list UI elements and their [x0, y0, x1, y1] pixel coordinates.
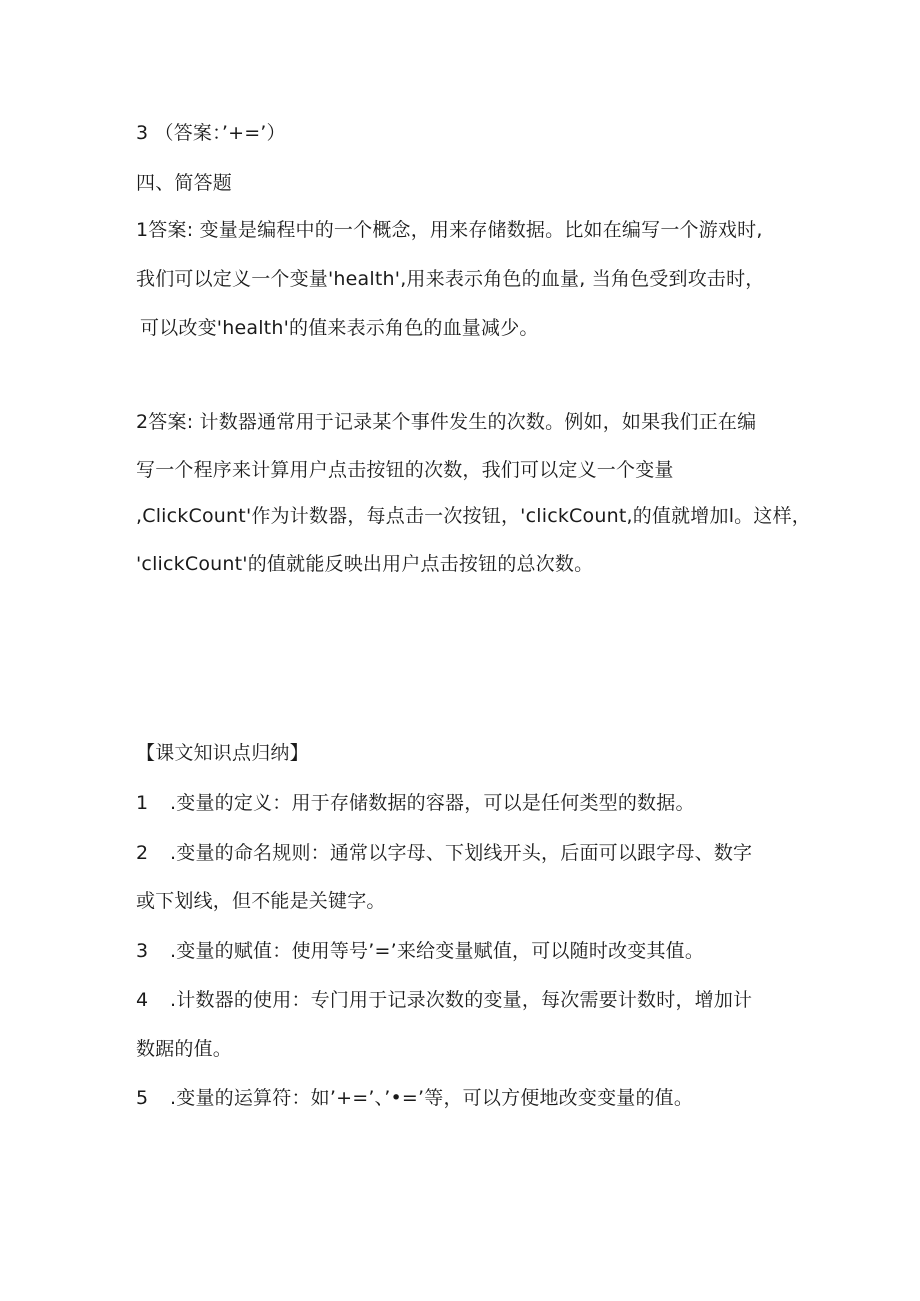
summary-item-number: 2: [136, 842, 149, 864]
summary-item-5: [136, 1085, 693, 1111]
answer-3-line: 3 （答案：’+=’）: [136, 122, 286, 144]
summary-item-text: .变量的命名规则：通常以字母、下划线开头，后面可以跟字母、数字: [170, 842, 753, 864]
q1-answer-line-1: 1答案: 变量是编程中的一个概念，用来存储数据。比如在编写一个游戏时,: [136, 219, 763, 241]
summary-item-1: [136, 790, 695, 816]
q1-answer-line-3: 可以改变'health'的值来表示角色的血量减少。: [140, 317, 539, 339]
q1-answer-line-2: 我们可以定义一个变量'health',用来表示角色的血量, 当角色受到攻击时，: [136, 268, 765, 290]
summary-item-3: [136, 938, 704, 964]
q2-answer-line-3: ,ClickCount'作为计数器，每点击一次按钮，'clickCount,的值就增加l。这样，: [136, 505, 811, 527]
q2-answer-line-2: 写一个程序来计算用户点击按钮的次数，我们可以定义一个变量: [136, 459, 674, 481]
summary-item-4-continuation: 数踞的值。: [136, 1038, 233, 1060]
q2-answer-line-4: 'clickCount'的值就能反映出用户点击按钮的总次数。: [136, 553, 594, 575]
summary-item-4: [136, 987, 752, 1013]
summary-item-text: .计数器的使用：专门用于记录次数的变量，每次需要计数时，增加计: [170, 989, 753, 1011]
summary-item-2-continuation: 或下划线，但不能是关键字。: [136, 890, 386, 912]
summary-item-number: 3: [136, 940, 149, 962]
summary-heading: 【课文知识点归纳】: [136, 742, 309, 764]
summary-item-text: .变量的定义：用于存储数据的容器，可以是任何类型的数据。: [170, 792, 695, 814]
summary-item-2: [136, 840, 752, 866]
summary-item-text: .变量的运算符：如’+=’、’•=’等，可以方便地改变变量的值。: [170, 1087, 694, 1109]
summary-item-text: .变量的赋值：使用等号’=’来给变量赋值，可以随时改变其值。: [170, 940, 705, 962]
summary-item-number: 4: [136, 989, 149, 1011]
q2-answer-line-1: 2答案: 计数器通常用于记录某个事件发生的次数。例如，如果我们正在编: [136, 411, 757, 433]
summary-item-number: 1: [136, 792, 149, 814]
short-answer-heading: 四、简答题: [136, 172, 233, 194]
summary-item-number: 5: [136, 1087, 149, 1109]
